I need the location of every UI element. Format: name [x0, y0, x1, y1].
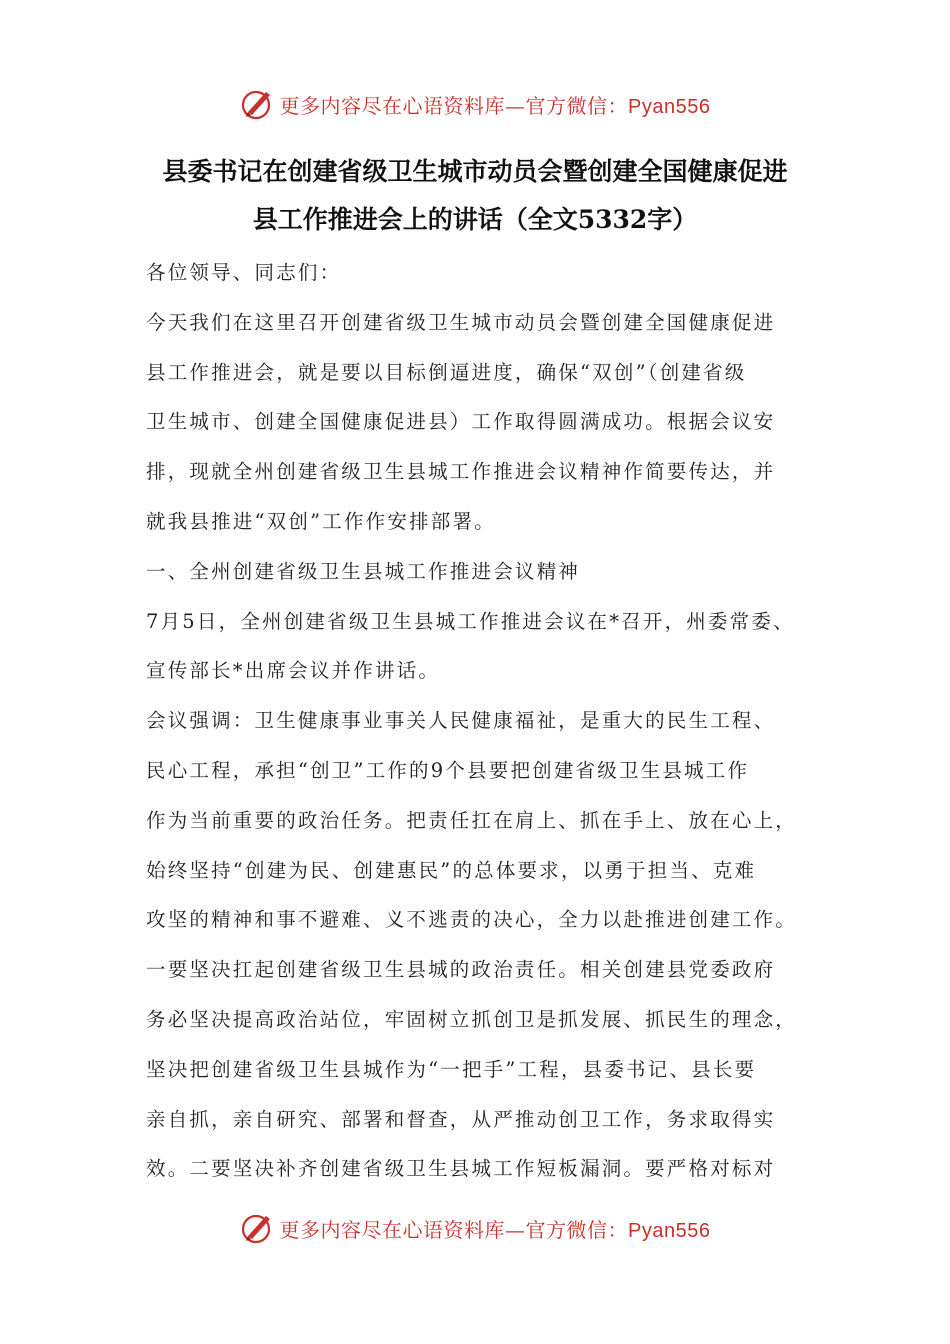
- text-line: 会议强调：卫生健康事业事关人民健康福祉，是重大的民生工程、: [146, 709, 776, 733]
- text-line: 始终坚持“创建为民、创建惠民”的总体要求，以勇于担当、克难: [146, 858, 757, 882]
- document-title: [0, 148, 950, 244]
- banner-text: 更多内容尽在心语资料库—官方微信：Pyan556: [279, 1217, 711, 1242]
- banner-text: 更多内容尽在心语资料库—官方微信：Pyan556: [279, 93, 711, 118]
- text-line: 7月5日，全州创建省级卫生县城工作推进会议在*召开，州委常委、: [146, 609, 795, 633]
- header-banner: [0, 84, 950, 124]
- text-line: 效。二要坚决补齐创建省级卫生县城工作短板漏洞。要严格对标对: [146, 1157, 776, 1181]
- text-line: 亲自抓，亲自研究、部署和督查，从严推动创卫工作，务求取得实: [146, 1107, 776, 1131]
- text-line: 各位领导、同志们：: [146, 261, 342, 284]
- title-line-2: 县工作推进会上的讲话（全文5332字）: [252, 205, 698, 234]
- section-heading: 一、全州创建省级卫生县城工作推进会议精神: [146, 559, 581, 583]
- footer-banner: [0, 1208, 950, 1248]
- text-line: 今天我们在这里召开创建省级卫生城市动员会暨创建全国健康促进: [146, 310, 776, 334]
- text-line: 攻坚的精神和事不避难、义不逃责的决心，全力以赴推进创建工作。: [146, 908, 798, 932]
- pen-logo-icon: [240, 86, 276, 122]
- text-line: 一要坚决扛起创建省级卫生县城的政治责任。相关创建县党委政府: [146, 958, 776, 982]
- pen-logo-icon: [240, 1210, 276, 1246]
- text-line: 务必坚决提高政治站位，牢固树立抓创卫是抓发展、抓民生的理念，: [146, 1007, 798, 1031]
- text-line: 宣传部长*出席会议并作讲话。: [146, 659, 441, 683]
- text-line: 民心工程，承担“创卫”工作的9个县要把创建省级卫生县城工作: [146, 758, 750, 782]
- document-body: [146, 248, 836, 1194]
- title-line-1: 县委书记在创建省级卫生城市动员会暨创建全国健康促进: [162, 157, 788, 186]
- text-line: 坚决把创建省级卫生县城作为“一把手”工程，县委书记、县长要: [146, 1057, 757, 1081]
- text-line: 排，现就全州创建省级卫生县城工作推进会议精神作简要传达，并: [146, 460, 776, 484]
- text-line: 就我县推进“双创”工作作安排部署。: [146, 509, 496, 533]
- text-line: 县工作推进会，就是要以目标倒逼进度，确保“双创”（创建省级: [146, 360, 747, 384]
- text-line: 作为当前重要的政治任务。把责任扛在肩上、抓在手上、放在心上，: [146, 808, 798, 832]
- text-line: 卫生城市、创建全国健康促进县）工作取得圆满成功。根据会议安: [146, 410, 776, 434]
